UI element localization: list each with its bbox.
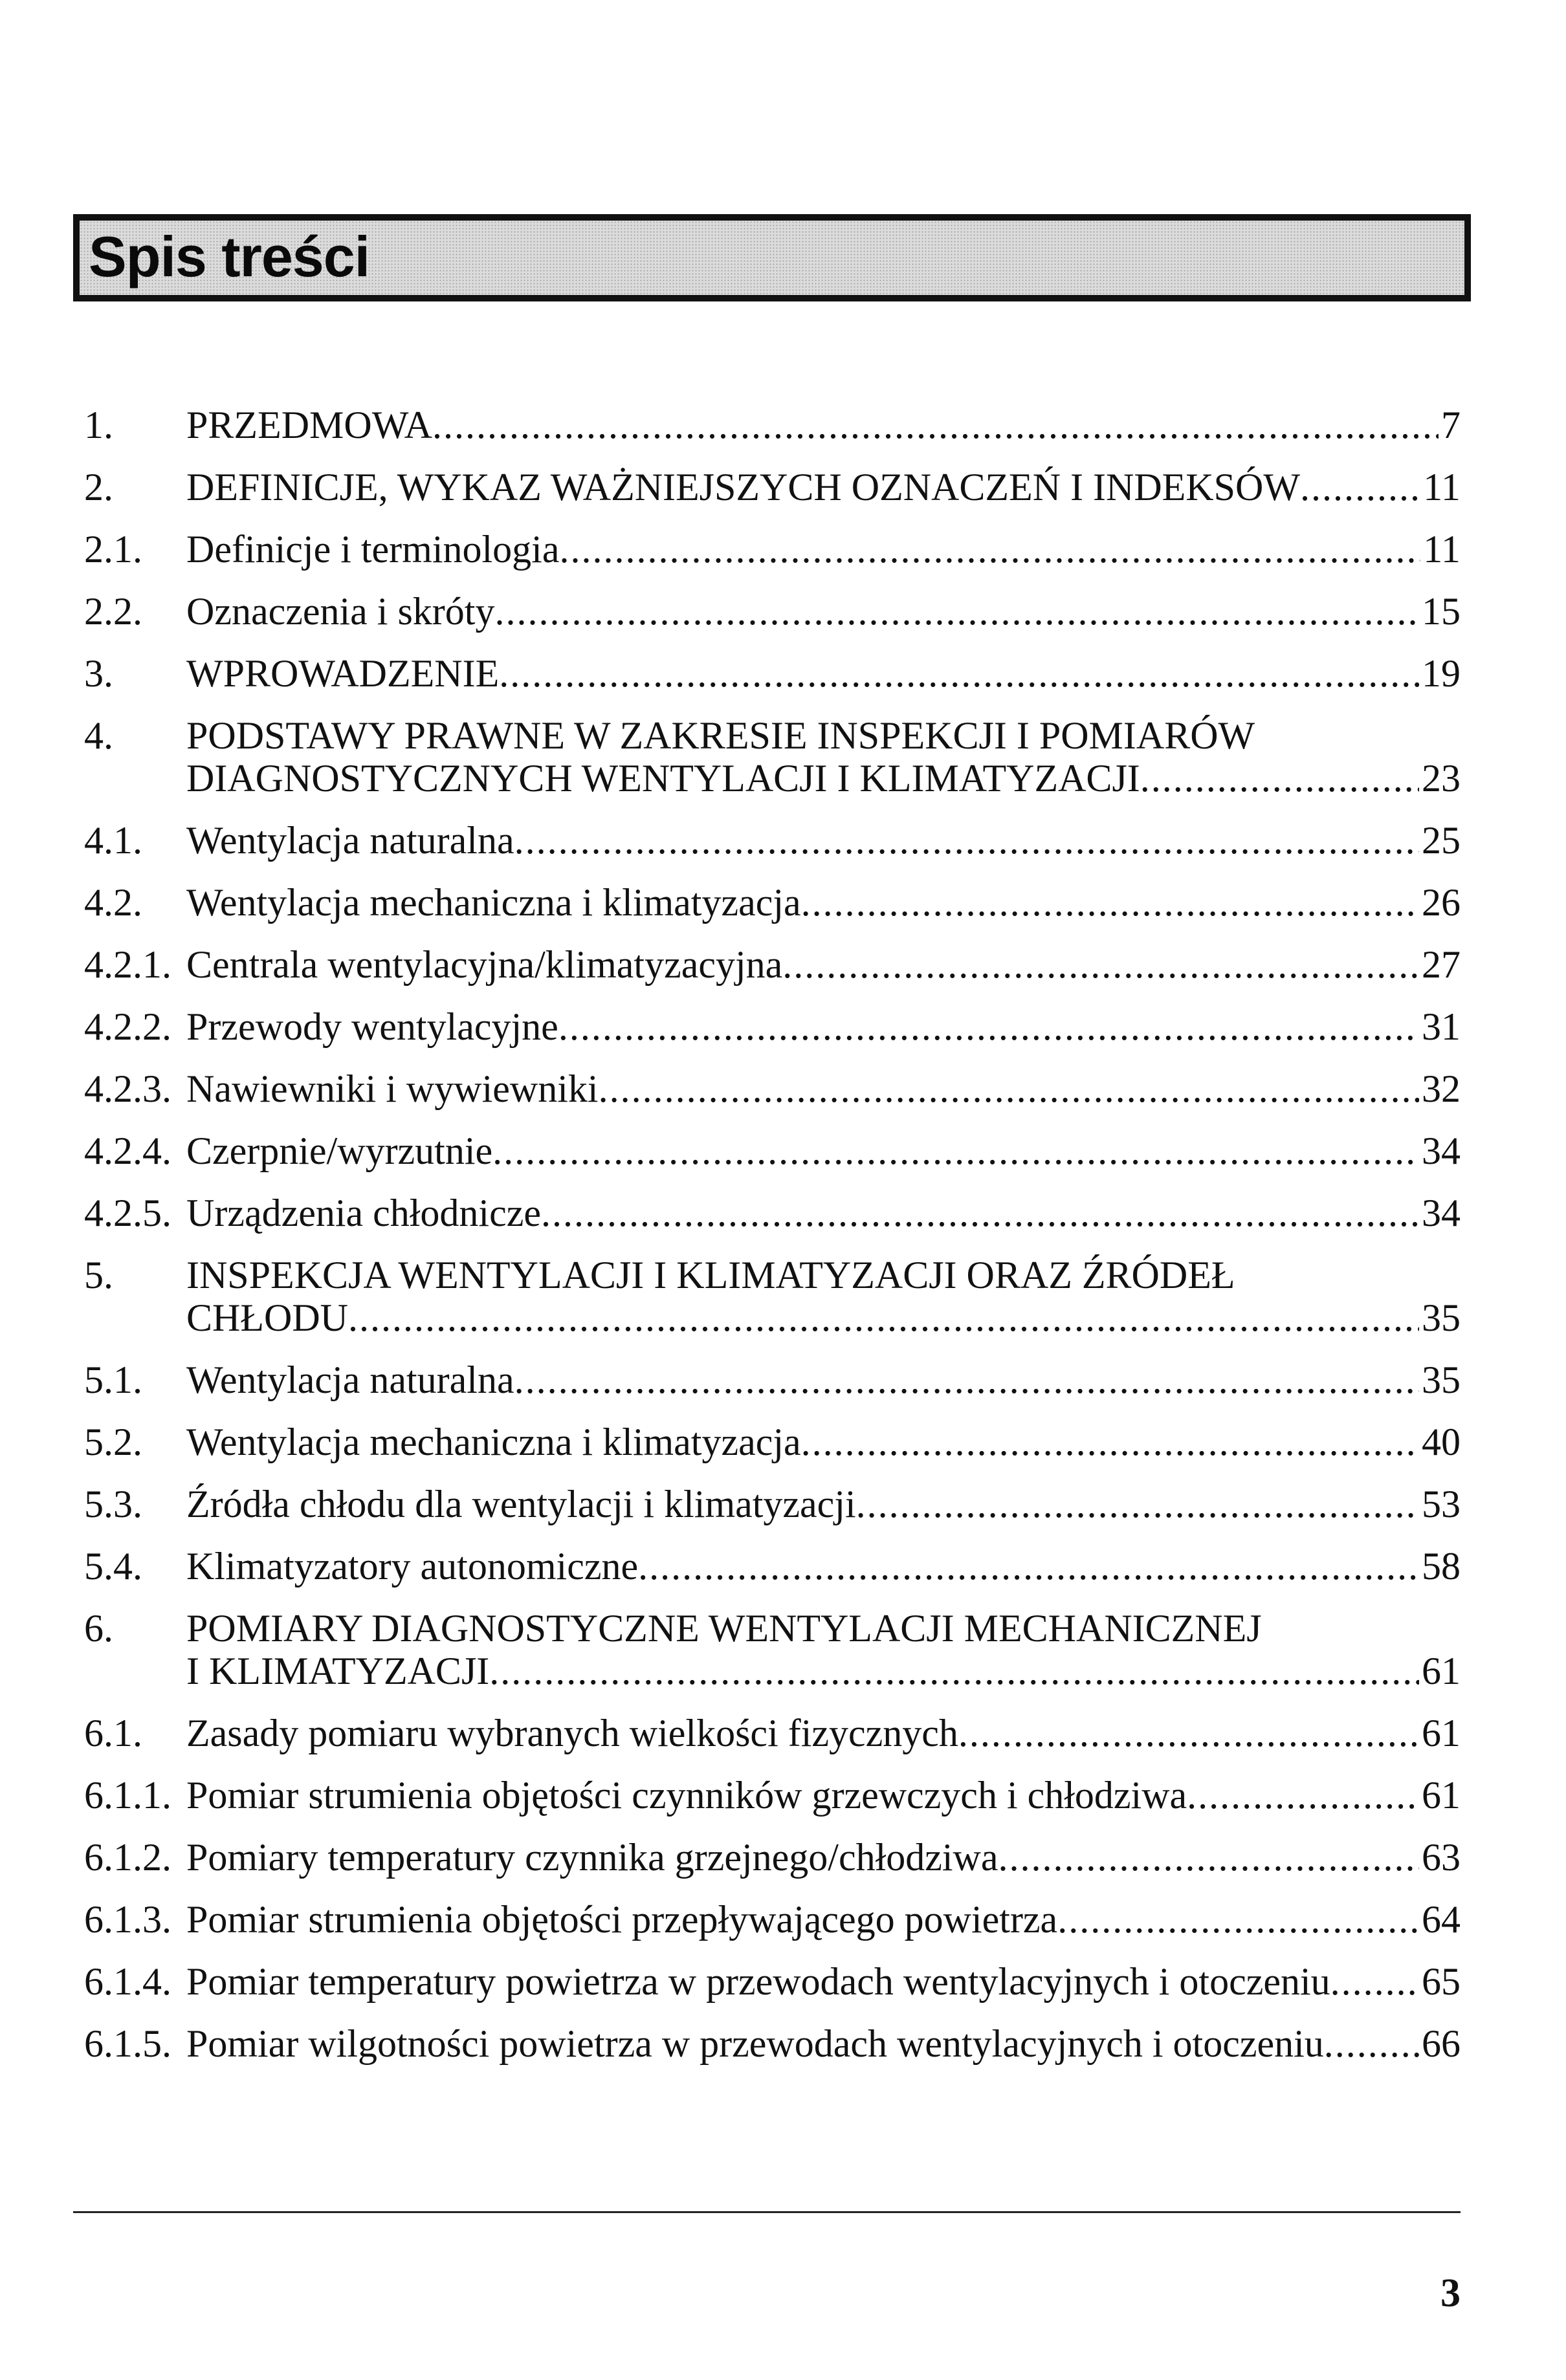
toc-entry-number: 5.2. [84, 1421, 142, 1463]
toc-entry-page: 7 [1441, 404, 1461, 446]
table-of-contents [84, 404, 1461, 2084]
toc-entry-number: 6. [84, 1607, 113, 1650]
toc-entry-page: 27 [1422, 943, 1461, 986]
dot-leader [1300, 466, 1420, 508]
section-header-box [73, 214, 1471, 301]
dot-leader [499, 652, 1419, 695]
dot-leader [489, 1650, 1419, 1692]
toc-entry-title: WPROWADZENIE [186, 652, 500, 695]
toc-entry-number: 4. [84, 714, 113, 757]
dot-leader [494, 590, 1419, 633]
toc-entry[interactable] [84, 1898, 1461, 1941]
toc-entry[interactable] [84, 528, 1461, 571]
toc-entry-number: 6.1. [84, 1712, 142, 1754]
toc-entry[interactable] [84, 652, 1461, 695]
toc-entry-title: Pomiar temperatury powietrza w przewodach wentylacyjnych i otoczeniu [186, 1960, 1330, 2003]
toc-entry[interactable] [84, 1254, 1461, 1339]
toc-entry[interactable] [84, 1421, 1461, 1463]
dot-leader [1324, 2022, 1419, 2065]
dot-leader [514, 1359, 1419, 1401]
toc-entry-page: 32 [1422, 1067, 1461, 1110]
toc-entry-page: 11 [1423, 466, 1461, 508]
toc-entry-page: 35 [1422, 1359, 1461, 1401]
toc-entry-number: 6.1.5. [84, 2022, 171, 2065]
page-title: Spis treści [89, 224, 370, 289]
dot-leader [559, 528, 1420, 571]
toc-entry[interactable] [84, 819, 1461, 862]
toc-entry-page: 11 [1423, 528, 1461, 571]
dot-leader [599, 1067, 1419, 1110]
toc-entry[interactable] [84, 1712, 1461, 1754]
toc-entry-number: 2.2. [84, 590, 142, 633]
dot-leader [1057, 1898, 1419, 1941]
toc-entry-title-line: POMIARY DIAGNOSTYCZNE WENTYLACJI MECHANICZNEJ [186, 1607, 1262, 1650]
dot-leader [541, 1192, 1419, 1234]
toc-entry[interactable] [84, 466, 1461, 508]
toc-entry[interactable] [84, 1359, 1461, 1401]
dot-leader [856, 1483, 1419, 1525]
toc-entry-title: PRZEDMOWA [186, 404, 433, 446]
toc-entry-title: Klimatyzatory autonomiczne [186, 1545, 639, 1588]
toc-entry-title: Pomiary temperatury czynnika grzejnego/chłodziwa [186, 1836, 998, 1879]
toc-entry-number: 4.2.4. [84, 1130, 171, 1172]
toc-entry-title: Wentylacja naturalna [186, 819, 514, 862]
toc-entry-page: 66 [1422, 2022, 1461, 2065]
toc-entry-number: 4.2.1. [84, 943, 171, 986]
dot-leader [1187, 1774, 1419, 1817]
toc-entry-title: Wentylacja mechaniczna i klimatyzacja [186, 881, 801, 924]
toc-entry[interactable] [84, 881, 1461, 924]
toc-entry-number: 5. [84, 1254, 113, 1296]
toc-entry-title: Definicje i terminologia [186, 528, 560, 571]
toc-entry-number: 4.2.3. [84, 1067, 171, 1110]
toc-entry-number: 2. [84, 466, 113, 508]
toc-entry-page: 61 [1422, 1712, 1461, 1754]
toc-entry-title: Oznaczenia i skróty [186, 590, 495, 633]
footer-divider [73, 2211, 1461, 2213]
toc-entry[interactable] [84, 2022, 1461, 2065]
toc-entry[interactable] [84, 1960, 1461, 2003]
toc-entry-page: 35 [1422, 1296, 1461, 1339]
toc-entry-page: 58 [1422, 1545, 1461, 1588]
toc-entry[interactable] [84, 714, 1461, 800]
dot-leader [1330, 1960, 1419, 2003]
toc-entry-number: 6.1.4. [84, 1960, 171, 2003]
toc-entry-page: 19 [1422, 652, 1461, 695]
dot-leader [958, 1712, 1419, 1754]
toc-entry-page: 61 [1422, 1774, 1461, 1817]
toc-entry-number: 1. [84, 404, 113, 446]
toc-entry-number: 2.1. [84, 528, 142, 571]
dot-leader [432, 404, 1439, 446]
dot-leader [782, 943, 1419, 986]
toc-entry-title: Źródła chłodu dla wentylacji i klimatyzacji [186, 1483, 856, 1525]
dot-leader [638, 1545, 1419, 1588]
toc-entry-page: 64 [1422, 1898, 1461, 1941]
toc-entry-page: 34 [1422, 1192, 1461, 1234]
toc-entry[interactable] [84, 1067, 1461, 1110]
toc-entry-title: Zasady pomiaru wybranych wielkości fizycznych [186, 1712, 958, 1754]
toc-entry-page: 40 [1422, 1421, 1461, 1463]
toc-entry-number: 6.1.2. [84, 1836, 171, 1879]
toc-entry[interactable] [84, 1130, 1461, 1172]
toc-entry-number: 6.1.1. [84, 1774, 171, 1817]
toc-entry[interactable] [84, 1836, 1461, 1879]
toc-entry-title: Nawiewniki i wywiewniki [186, 1067, 599, 1110]
toc-entry-title: Czerpnie/wyrzutnie [186, 1130, 493, 1172]
toc-entry[interactable] [84, 1005, 1461, 1048]
toc-entry-title: Pomiar strumienia objętości przepływającego powietrza [186, 1898, 1058, 1941]
toc-entry[interactable] [84, 943, 1461, 986]
toc-entry-title: Wentylacja naturalna [186, 1359, 514, 1401]
toc-entry-number: 5.3. [84, 1483, 142, 1525]
dot-leader [998, 1836, 1419, 1879]
toc-entry-title-line: PODSTAWY PRAWNE W ZAKRESIE INSPEKCJI I POMIARÓW [186, 714, 1255, 757]
dot-leader [492, 1130, 1419, 1172]
toc-entry-title: Pomiar wilgotności powietrza w przewodach wentylacyjnych i otoczeniu [186, 2022, 1324, 2065]
toc-entry-page: 61 [1422, 1650, 1461, 1692]
dot-leader [1140, 757, 1419, 800]
toc-entry-number: 4.2.2. [84, 1005, 171, 1048]
toc-entry-page: 63 [1422, 1836, 1461, 1879]
toc-entry-page: 23 [1422, 757, 1461, 800]
toc-entry-number: 6.1.3. [84, 1898, 171, 1941]
toc-entry-page: 31 [1422, 1005, 1461, 1048]
toc-entry-title: DEFINICJE, WYKAZ WAŻNIEJSZYCH OZNACZEŃ I INDEKSÓW [186, 466, 1300, 508]
toc-entry-number: 3. [84, 652, 113, 695]
dot-leader [348, 1296, 1419, 1339]
toc-entry[interactable] [84, 404, 1461, 446]
toc-entry-title: Przewody wentylacyjne [186, 1005, 558, 1048]
dot-leader [514, 819, 1419, 862]
toc-entry-page: 26 [1422, 881, 1461, 924]
toc-entry-page: 34 [1422, 1130, 1461, 1172]
toc-entry-page: 53 [1422, 1483, 1461, 1525]
toc-entry-page: 15 [1422, 590, 1461, 633]
toc-entry-number: 4.2. [84, 881, 142, 924]
toc-entry-title: CHŁODU [186, 1296, 348, 1339]
toc-entry-number: 4.1. [84, 819, 142, 862]
toc-entry-number: 4.2.5. [84, 1192, 171, 1234]
dot-leader [558, 1005, 1419, 1048]
toc-entry[interactable] [84, 1483, 1461, 1525]
toc-entry-title: Pomiar strumienia objętości czynników grzewczych i chłodziwa [186, 1774, 1187, 1817]
toc-entry-page: 25 [1422, 819, 1461, 862]
toc-entry-title: Centrala wentylacyjna/klimatyzacyjna [186, 943, 783, 986]
toc-entry-title: I KLIMATYZACJI [186, 1650, 490, 1692]
dot-leader [801, 881, 1419, 924]
toc-entry-number: 5.4. [84, 1545, 142, 1588]
toc-entry-page: 65 [1422, 1960, 1461, 2003]
page-number: 3 [1440, 2271, 1461, 2315]
toc-entry-title: Urządzenia chłodnicze [186, 1192, 541, 1234]
toc-entry[interactable] [84, 590, 1461, 633]
toc-entry[interactable] [84, 1774, 1461, 1817]
toc-entry[interactable] [84, 1192, 1461, 1234]
toc-entry[interactable] [84, 1607, 1461, 1692]
toc-entry-title-line: INSPEKCJA WENTYLACJI I KLIMATYZACJI ORAZ ŹRÓDEŁ [186, 1254, 1235, 1296]
toc-entry[interactable] [84, 1545, 1461, 1588]
dot-leader [801, 1421, 1419, 1463]
toc-entry-title: DIAGNOSTYCZNYCH WENTYLACJI I KLIMATYZACJI [186, 757, 1140, 800]
toc-entry-number: 5.1. [84, 1359, 142, 1401]
toc-entry-title: Wentylacja mechaniczna i klimatyzacja [186, 1421, 801, 1463]
